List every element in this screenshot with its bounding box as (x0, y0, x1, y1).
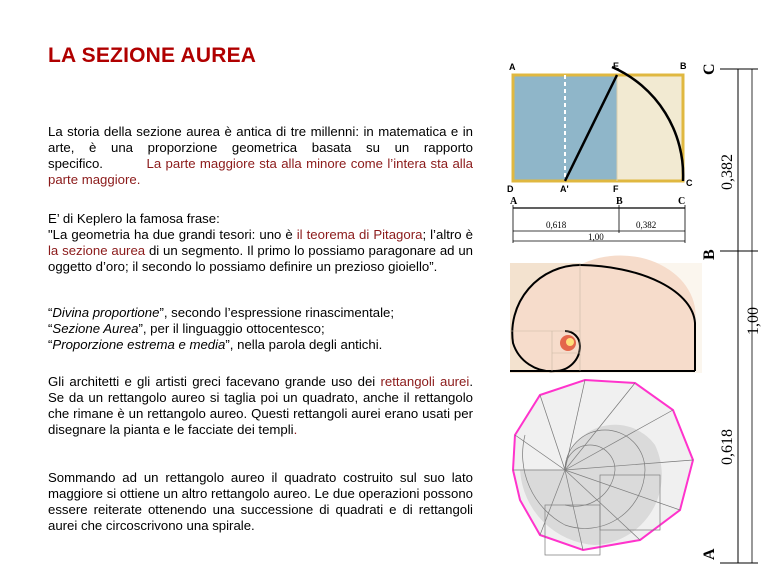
golden-rectangle-figure (500, 55, 695, 195)
intro-paragraph (48, 124, 473, 188)
name-proporzione: Proporzione estrema e media (52, 337, 226, 352)
label-B: B (680, 61, 687, 71)
nautilus-spiral-figure (510, 263, 702, 373)
seg-label-B: B (616, 196, 623, 207)
label-A-prime: A' (560, 184, 569, 194)
label-F: F (613, 184, 619, 194)
ruler-value-100: 1,00 (745, 307, 762, 335)
ruler-value-0618: 0,618 (719, 429, 736, 465)
highlight-rettangoli: rettangoli aurei (380, 374, 470, 389)
seg-value-0618: 0,618 (546, 220, 567, 230)
kepler-text-a: "La geometria ha due grandi tesori: uno è (48, 227, 297, 242)
kepler-paragraph (48, 211, 473, 275)
kepler-text-b: ; l’altro è (422, 227, 473, 242)
architects-text-a: Gli architetti e gli artisti greci facevano grande uso dei (48, 374, 381, 389)
architects-text-b: . Se da un rettangolo aureo si taglia poi un quadrato, anche il rettangolo che rimane è un rettangolo aureo. Questi rettangoli aurei erano usati per disegnare la pianta e le facciate dei templi (48, 374, 473, 437)
ruler-label-A: A (701, 548, 718, 560)
name-sezione-desc: ”, per il linguaggio ottocentesco; (138, 321, 325, 336)
architects-paragraph (48, 374, 473, 438)
intro-text: La storia della sezione aurea è antica di tre millenni: in matematica e in arte, è una proporzione geometrica basata su un rapporto specifico. (48, 124, 473, 171)
segment-figure (508, 195, 693, 255)
page-title: LA SEZIONE AUREA (48, 44, 257, 67)
name-sezione: Sezione Aurea (52, 321, 139, 336)
names-paragraph: “Divina proportione”, secondo l’espressione rinascimentale; “Sezione Aurea”, per il linguaggio ottocentesco; “Proporzione estrema e media”, nella parola degli antichi. (48, 305, 394, 352)
seg-value-100: 1,00 (588, 232, 604, 242)
seg-value-0382: 0,382 (636, 220, 657, 230)
spiral-core (566, 338, 574, 346)
name-divina: Divina proportione (52, 305, 160, 320)
seg-label-A: A (510, 196, 518, 207)
shell-polygon-figure (505, 375, 700, 565)
highlight-sezione-aurea: la sezione aurea (48, 243, 146, 258)
spiral-paragraph: Sommando ad un rettangolo aureo il quadrato costruito sul suo lato maggiore si ottiene un altro rettangolo aureo. Le due operazioni possono essere reiterate ottenendo una successione di quadrati e di rettangoli aurei che circoscrivono una spirale. (48, 470, 473, 533)
highlight-pitagora: il teorema di Pitagora (296, 227, 423, 242)
label-A: A (509, 62, 516, 72)
intro-highlight: La parte maggiore sta alla minore come l’intera sta alla parte maggiore. (48, 156, 474, 187)
name-divina-desc: ”, secondo l’espressione rinascimentale; (159, 305, 394, 320)
kepler-intro: E’ di Keplero la famosa frase: (48, 211, 220, 226)
seg-label-C: C (678, 196, 686, 207)
vertical-ruler (700, 55, 760, 570)
label-D: D (507, 184, 514, 194)
label-C: C (686, 178, 693, 188)
architects-end: . (293, 422, 298, 437)
label-E: E (613, 61, 620, 71)
ruler-value-0382: 0,382 (719, 154, 736, 190)
kepler-text-c: di un segmento. Il primo lo possiamo paragonare ad un oggetto d’oro; il secondo lo possiamo definire un prezioso gioiello”. (48, 243, 473, 274)
ruler-label-B: B (701, 249, 718, 260)
name-proporzione-desc: ”, nella parola degli antichi. (225, 337, 383, 352)
ruler-label-C: C (701, 63, 718, 75)
